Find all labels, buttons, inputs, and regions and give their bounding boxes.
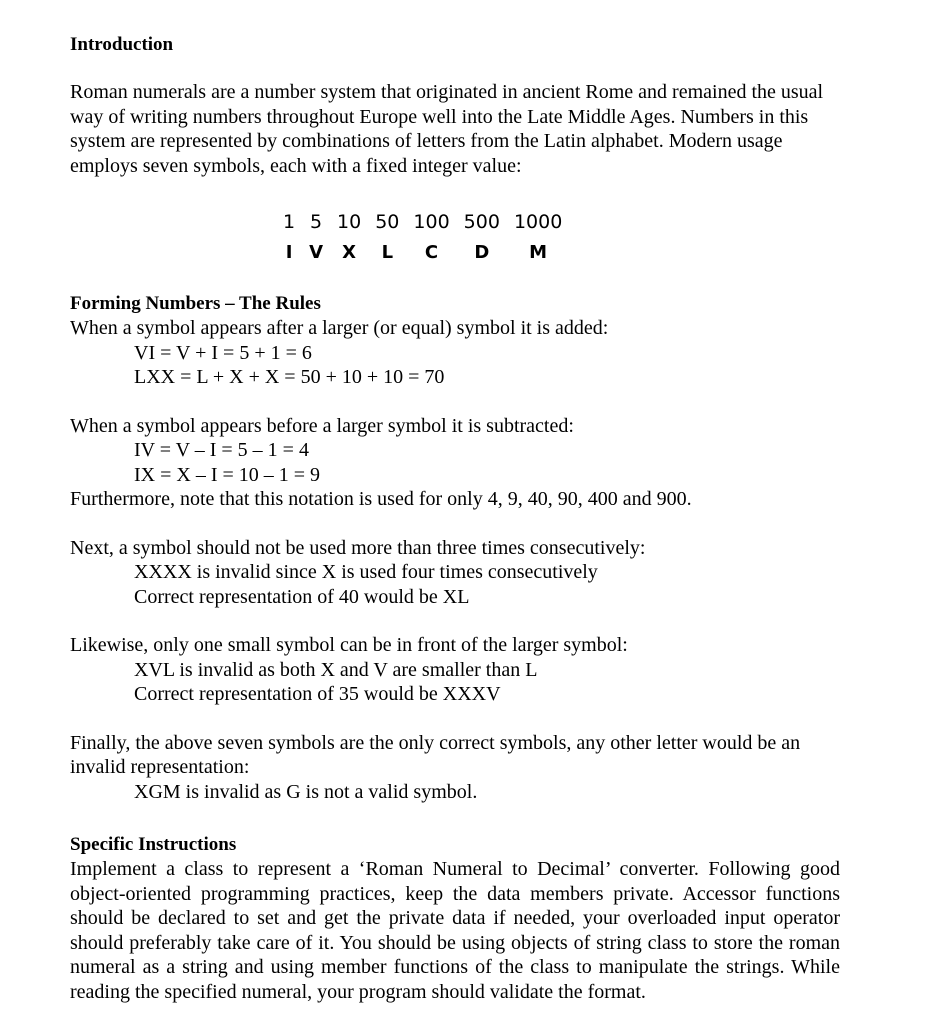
repeat-example: Correct representation of 40 would be XL [134, 585, 470, 608]
symbol-value: 1 [283, 211, 296, 233]
addition-rule-intro: When a symbol appears after a larger (or equal) symbol it is added: [70, 317, 609, 339]
symbol-letter: C [424, 241, 439, 263]
small-symbol-example: Correct representation of 35 would be XXXV [134, 683, 501, 705]
symbol-value: 500 [463, 211, 500, 233]
rules-section [70, 291, 850, 804]
subtraction-example: IX = X – I = 10 – 1 = 9 [134, 463, 321, 486]
valid-symbols-example: XGM is invalid as G is not a valid symbol. [134, 780, 478, 803]
symbol-value: 10 [337, 211, 362, 233]
symbol-value: 1000 [513, 211, 563, 233]
subtraction-note: Furthermore, note that this notation is used for only 4, 9, 40, 90, 400 and 900. [70, 488, 692, 510]
subtraction-rule-intro: When a symbol appears before a larger symbol it is subtracted: [70, 414, 574, 437]
symbol-letter: M [529, 241, 548, 263]
symbol-value: 100 [413, 211, 450, 233]
symbol-letter: D [474, 241, 490, 263]
subtraction-example: IV = V – I = 5 – 1 = 4 [134, 439, 309, 461]
addition-example: LXX = L + X + X = 50 + 10 + 10 = 70 [134, 366, 445, 388]
roman-symbol-table [276, 207, 569, 267]
symbol-value: 5 [310, 211, 323, 233]
introduction-heading: Introduction [70, 34, 174, 55]
symbol-value: 50 [375, 211, 400, 233]
small-symbol-example: XVL is invalid as both X and V are smaller than L [134, 658, 538, 681]
symbol-letter: L [381, 241, 394, 263]
specific-instructions-heading: Specific Instructions [70, 834, 237, 855]
repeat-example: XXXX is invalid since X is used four times consecutively [134, 561, 598, 583]
symbol-letter: V [309, 241, 324, 263]
symbol-letter: I [285, 241, 293, 263]
introduction-paragraph: Roman numerals are a number system that originated in ancient Rome and remained the usual way of writing numbers throughout Europe well into the Late Middle Ages. Numbers in this system are represented by combinations of letters from the Latin alphabet. Modern usage employs seven symbols, each with a fixed integer value: [70, 81, 824, 177]
symbol-values-row [276, 207, 569, 237]
small-symbol-rule-intro: Likewise, only one small symbol can be in front of the larger symbol: [70, 634, 628, 656]
valid-symbols-rule-intro: Finally, the above seven symbols are the only correct symbols, any other letter would be an invalid representation: [70, 731, 801, 778]
symbol-letter: X [342, 241, 357, 263]
addition-example: VI = V + I = 5 + 1 = 6 [134, 341, 312, 364]
rules-heading: Forming Numbers – The Rules [70, 293, 321, 314]
repeat-rule-intro: Next, a symbol should not be used more than three times consecutively: [70, 536, 646, 559]
symbol-letters-row [276, 237, 569, 267]
specific-instructions-section [70, 832, 840, 1004]
specific-instructions-paragraph: Implement a class to represent a ‘Roman Numeral to Decimal’ converter. Following good object-oriented programming practices, keep the data members private. Accessor functions should be declared to set and get the private data if needed, your overloaded input operator should preferably take care of it. You should be using objects of string class to store the roman numeral as a string and using member functions of the class to manipulate the strings. While reading the specified numeral, your program should validate the format. [70, 858, 840, 1003]
